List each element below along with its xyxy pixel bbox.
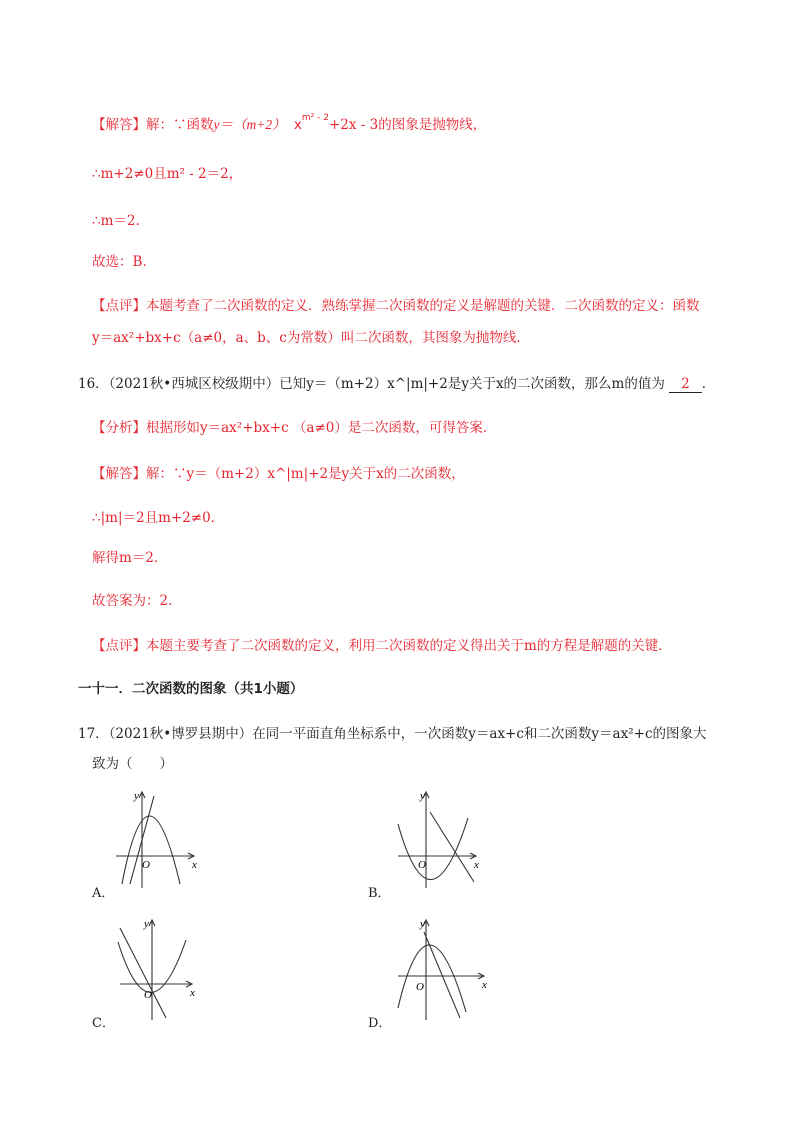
- q15-answer-line4: 故选：B.: [92, 254, 147, 270]
- q16-comment: [92, 634, 672, 654]
- answer-text: 解：∵函数: [146, 117, 214, 133]
- question-source: （2021秋•博罗县期中）: [108, 726, 253, 742]
- option-b-label[interactable]: B．: [368, 886, 391, 901]
- origin-label: O: [144, 989, 152, 1001]
- comment-tag: 【点评】: [92, 298, 146, 314]
- function-expression: y＝（m+2）: [213, 117, 286, 132]
- analysis-tag: 【分析】: [92, 420, 146, 436]
- option-a-label[interactable]: A．: [92, 886, 115, 901]
- q15-answer-line1: [92, 113, 486, 133]
- answer-text: 解：∵y＝（m+2）x^|m|+2是y关于x的二次函数，: [146, 466, 465, 482]
- origin-label: O: [418, 859, 426, 871]
- power-base: x: [293, 117, 302, 133]
- question-number: 17．: [78, 726, 109, 742]
- comment-text: 本题主要考查了二次函数的定义，利用二次函数的定义得出关于m的方程是解题的关键．: [146, 638, 672, 654]
- y-axis-label: y: [420, 918, 425, 930]
- y-axis-label: y: [420, 790, 425, 802]
- x-axis-label: x: [474, 859, 479, 871]
- origin-label: O: [142, 859, 150, 871]
- line: [424, 932, 460, 1018]
- line: [430, 812, 474, 882]
- question-stem: 已知y＝（m+2）x^|m|+2是y关于x的二次函数，那么m的值为: [279, 376, 665, 392]
- x-axis-label: x: [192, 859, 197, 871]
- q15-comment-line1: [92, 294, 700, 314]
- x-axis-label: x: [482, 979, 487, 991]
- answer-tag: 【解答】: [92, 466, 146, 482]
- parabola: [122, 816, 180, 884]
- graph-option-a[interactable]: [110, 788, 205, 890]
- answer-tag: 【解答】: [92, 117, 146, 133]
- answer-blank: 2: [669, 376, 702, 393]
- analysis-text: 根据形如y＝ax²+bx+c （a≠0）是二次函数，可得答案．: [146, 420, 497, 436]
- question-stem: 在同一平面直角坐标系中，一次函数y＝ax+c和二次函数y＝ax²+c的图象大: [252, 726, 707, 742]
- q17-question-line2: 致为（ ）: [92, 756, 173, 772]
- y-axis-label: y: [134, 790, 139, 802]
- option-c-label[interactable]: C．: [92, 1016, 115, 1031]
- power-exponent: m² - 2: [301, 113, 329, 123]
- q16-answer-line1: [92, 462, 465, 482]
- section-heading: 一十一．二次函数的图象（共1小题）: [78, 681, 304, 697]
- line: [120, 928, 166, 1018]
- q15-answer-line3: ∴m＝2.: [92, 213, 140, 229]
- question-end: ．: [701, 376, 716, 392]
- q16-answer-line3: 解得m＝2．: [92, 550, 168, 566]
- q16-answer-line2: ∴|m|＝2且m+2≠0．: [92, 510, 225, 526]
- q16-question: [78, 372, 715, 393]
- q16-answer-line4: 故答案为：2．: [92, 593, 182, 609]
- q17-question: [78, 722, 707, 742]
- question-number: 16．: [78, 376, 109, 392]
- comment-tag: 【点评】: [92, 638, 146, 654]
- y-axis-label: y: [144, 918, 149, 930]
- graph-option-c[interactable]: [110, 914, 205, 1024]
- comment-text: 本题考查了二次函数的定义．熟练掌握二次函数的定义是解题的关键．二次函数的定义：函数: [146, 298, 700, 314]
- question-source: （2021秋•西城区校级期中）: [108, 376, 280, 392]
- option-d-label[interactable]: D．: [368, 1016, 392, 1031]
- parabola: [398, 818, 468, 880]
- origin-label: O: [416, 981, 424, 993]
- answer-text-rest: +2x - 3的图象是抛物线，: [328, 117, 487, 133]
- q15-answer-line2: ∴m+2≠0且m² - 2＝2，: [92, 166, 243, 182]
- q15-comment-line2: y＝ax²+bx+c（a≠0，a、b、c为常数）叫二次函数，其图象为抛物线．: [92, 330, 530, 346]
- graph-option-b[interactable]: [390, 788, 485, 890]
- parabola: [398, 945, 466, 1012]
- q16-analysis: [92, 416, 496, 436]
- graph-option-d[interactable]: [390, 914, 490, 1024]
- x-axis-label: x: [190, 987, 195, 999]
